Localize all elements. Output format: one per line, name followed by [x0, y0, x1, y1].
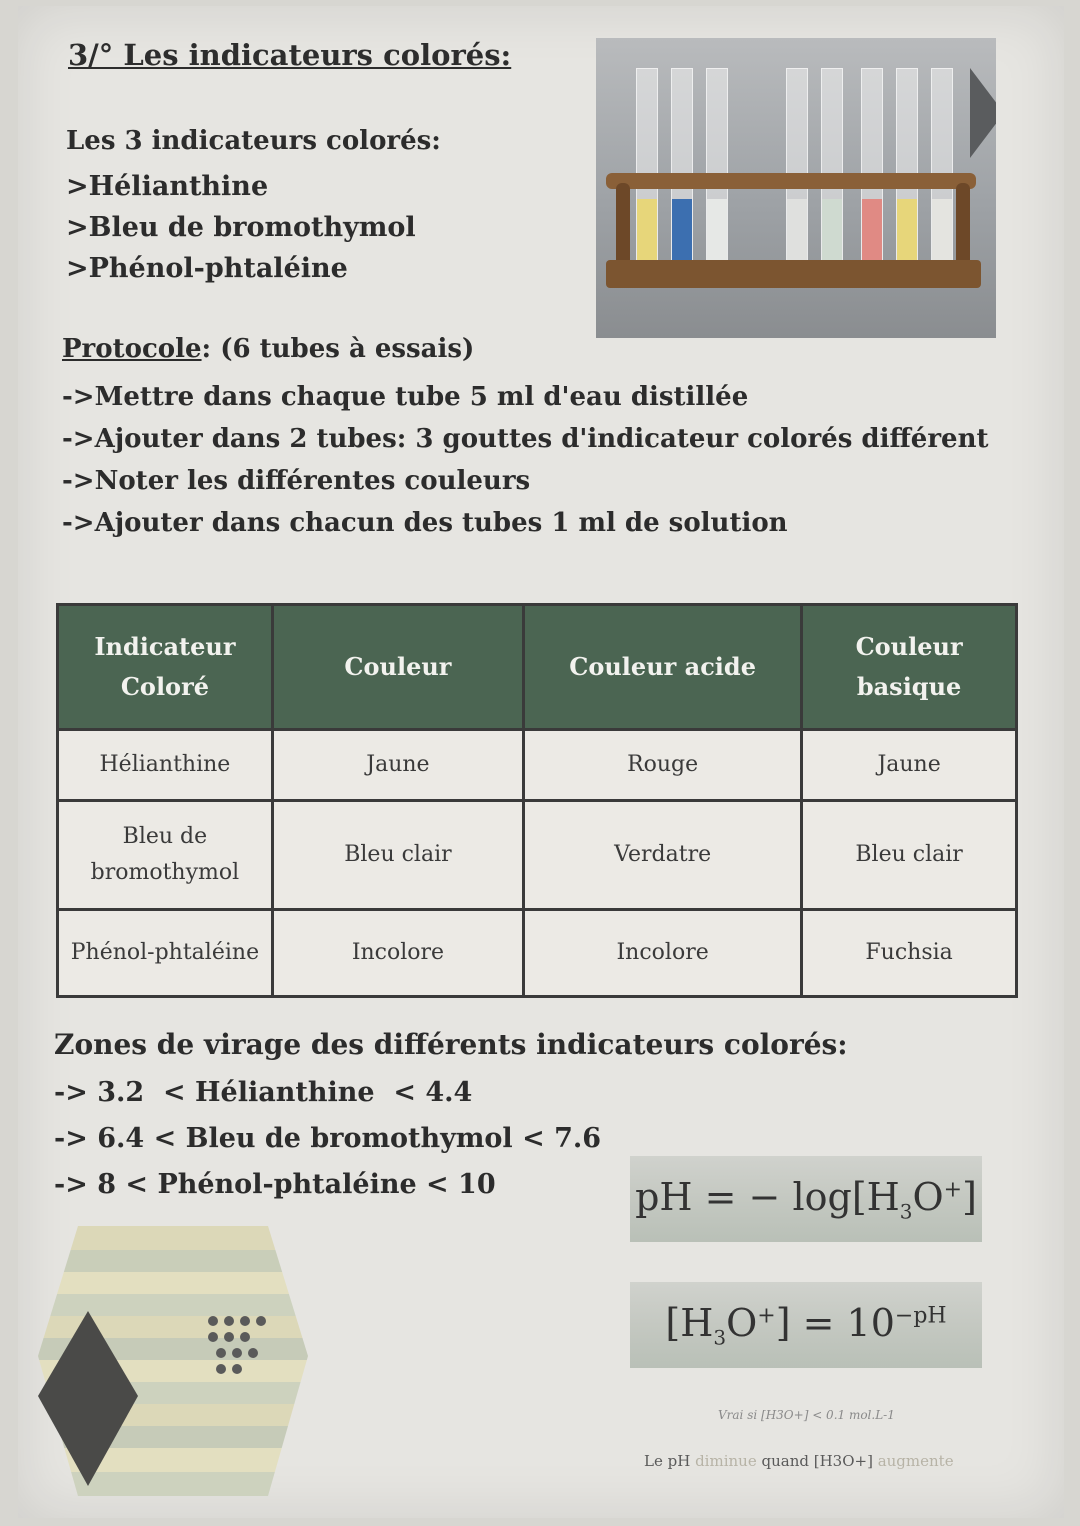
test-tube: [671, 68, 693, 270]
table-cell: Fuchsia: [802, 910, 1017, 997]
ph-symbol: pH: [635, 1174, 693, 1219]
indicators-heading: Les 3 indicateurs colorés:: [66, 126, 441, 156]
zone-item: -> 6.4 < Bleu de bromothymol < 7.6: [54, 1123, 602, 1154]
table-row: [58, 730, 1017, 801]
trend-part: diminue: [695, 1452, 757, 1470]
trend-part: augmente: [877, 1452, 954, 1470]
table-header: Indicateur Coloré: [58, 605, 273, 730]
h-symbol: H: [866, 1174, 900, 1219]
decorative-hexagon: [18, 1206, 318, 1516]
equals-ten: = 10: [790, 1300, 895, 1345]
test-tube: [861, 68, 883, 270]
superscript: +: [757, 1303, 776, 1329]
concentration-formula: $[H_3O^+] = 10^{-pH}$: [665, 1300, 947, 1350]
zones-title: Zones de virage des différents indicateurs colorés:: [54, 1028, 848, 1061]
table-cell: Hélianthine: [58, 730, 273, 801]
ph-equals-log: = − log: [692, 1174, 852, 1219]
table-cell: Jaune: [272, 730, 523, 801]
protocol-heading: [62, 334, 474, 364]
test-tube: [931, 68, 953, 270]
document-page: [18, 6, 1064, 1518]
concentration-formula-box: [630, 1282, 982, 1368]
o-symbol: O: [912, 1174, 944, 1219]
ph-formula-box: [630, 1156, 982, 1242]
indicators-list: [66, 166, 416, 289]
table-header-row: [58, 605, 1017, 730]
test-tubes-photo: [596, 38, 996, 338]
table-cell: Bleu de bromothymol: [58, 801, 273, 910]
exponent: −pH: [894, 1303, 947, 1329]
test-tube: [821, 68, 843, 270]
h-symbol: H: [680, 1300, 714, 1345]
table-cell: Verdatre: [524, 801, 802, 910]
test-tube: [636, 68, 658, 270]
protocol-step: ->Ajouter dans 2 tubes: 3 gouttes d'indicateur colorés différent: [62, 424, 989, 454]
rack-base: [606, 260, 981, 288]
zone-item: -> 8 < Phénol-phtaléine < 10: [54, 1169, 496, 1200]
zone-item: -> 3.2 < Hélianthine < 4.4: [54, 1077, 473, 1108]
trend-part: Le pH: [644, 1452, 691, 1470]
test-tube: [896, 68, 918, 270]
test-tube: [786, 68, 808, 270]
protocol-steps: [62, 376, 988, 544]
table-header: Couleur: [272, 605, 523, 730]
trend-part: quand [H3O+]: [761, 1452, 873, 1470]
table-header: Couleur basique: [802, 605, 1017, 730]
table-cell: Bleu clair: [802, 801, 1017, 910]
list-item: >Bleu de bromothymol: [66, 212, 416, 243]
table-header: Couleur acide: [524, 605, 802, 730]
validity-note: Vrai si [H3O+] < 0.1 mol.L-1: [718, 1408, 895, 1422]
arrow-icon: [970, 68, 996, 158]
table-cell: Rouge: [524, 730, 802, 801]
zones-list: [54, 1070, 601, 1208]
subscript: 3: [713, 1325, 727, 1350]
protocol-suffix: : (6 tubes à essais): [201, 334, 475, 364]
protocol-step: ->Ajouter dans chacun des tubes 1 ml de solution: [62, 508, 788, 538]
rack-top: [606, 173, 976, 189]
table-cell: Jaune: [802, 730, 1017, 801]
protocol-step: ->Mettre dans chaque tube 5 ml d'eau distillée: [62, 382, 749, 412]
list-item: >Hélianthine: [66, 171, 269, 202]
table-cell: Incolore: [272, 910, 523, 997]
list-item: >Phénol-phtaléine: [66, 253, 348, 284]
table-cell: Bleu clair: [272, 801, 523, 910]
table-cell: Phénol-phtaléine: [58, 910, 273, 997]
ph-formula: pH = − $\log[H_3O^+]$: [635, 1174, 977, 1224]
table-row: [58, 801, 1017, 910]
protocol-label: Protocole: [62, 334, 202, 364]
indicator-color-table: [56, 603, 1018, 998]
table-row: [58, 910, 1017, 997]
trend-note: [644, 1452, 954, 1470]
test-tube: [706, 68, 728, 270]
section-title: 3/° Les indicateurs colorés:: [68, 38, 512, 72]
protocol-step: ->Noter les différentes couleurs: [62, 466, 531, 496]
subscript: 3: [899, 1199, 913, 1224]
superscript: +: [943, 1177, 963, 1203]
o-symbol: O: [726, 1300, 758, 1345]
table-cell: Incolore: [524, 910, 802, 997]
